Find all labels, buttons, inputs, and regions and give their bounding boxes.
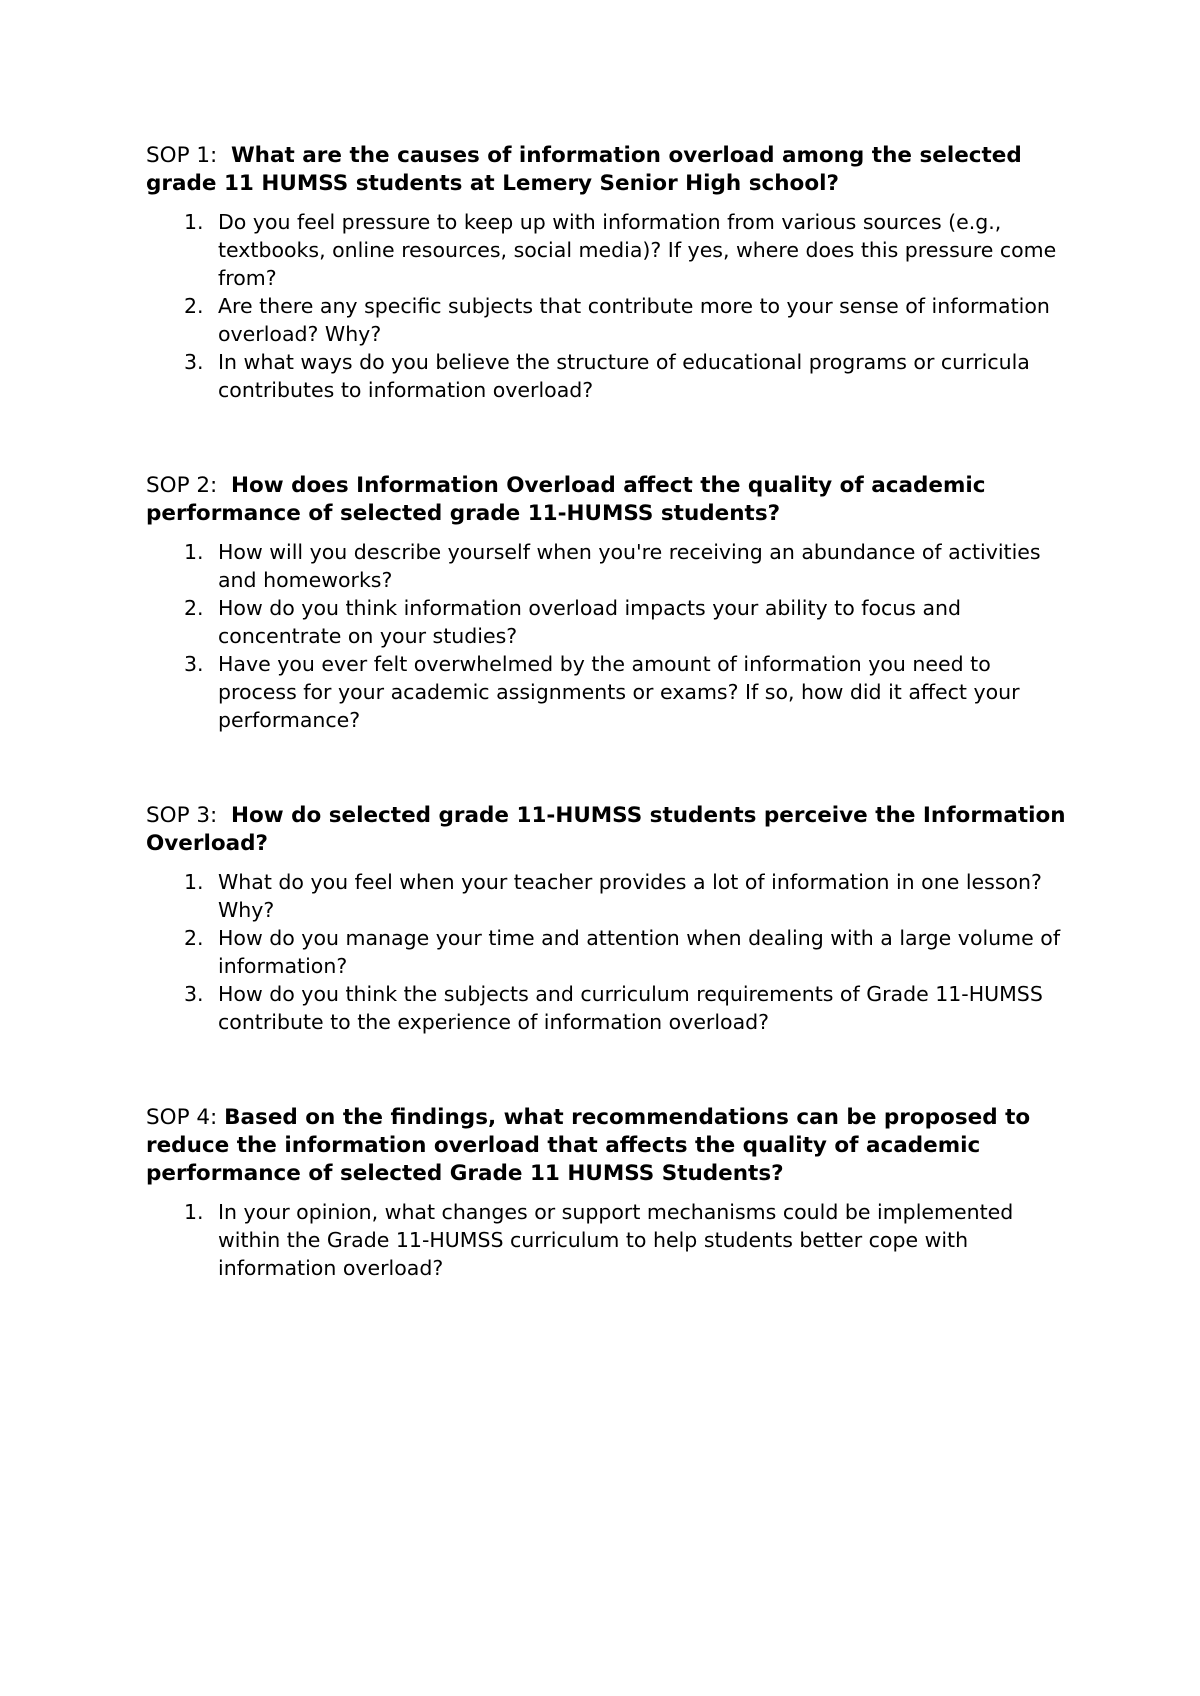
- list-item: [146, 594, 1076, 650]
- item-text: Are there any specific subjects that contribute more to your sense of information overload? Why?: [218, 294, 1050, 346]
- item-text: What do you feel when your teacher provides a lot of information in one lesson? Why?: [218, 870, 1042, 922]
- list-item: [146, 348, 1076, 404]
- list-item: [146, 292, 1076, 348]
- sop-question: Based on the findings, what recommendations can be proposed to reduce the information overload that affects the quality of academic performance of selected Grade 11 HUMSS Students?: [146, 1105, 1031, 1186]
- question-list: [146, 868, 1076, 1036]
- list-item: [146, 208, 1076, 292]
- question-list: [146, 208, 1076, 404]
- sop-question: What are the causes of information overload among the selected grade 11 HUMSS students at Lemery Senior High school?: [146, 143, 1022, 196]
- list-item: [146, 650, 1076, 734]
- sop-section-1: [146, 142, 1076, 404]
- sop-section-4: [146, 1104, 1076, 1282]
- list-item: [146, 980, 1076, 1036]
- sop-heading: [146, 1104, 1076, 1188]
- item-number: 3.: [184, 350, 204, 374]
- item-text: Have you ever felt overwhelmed by the amount of information you need to process for your academic assignments or exams? If so, how did it affect your performance?: [218, 652, 1020, 732]
- list-item: [146, 924, 1076, 980]
- sop-section-3: [146, 802, 1076, 1036]
- sop-prefix: SOP 2:: [146, 473, 218, 498]
- document-content: [146, 142, 1076, 1282]
- item-number: 1.: [184, 870, 204, 894]
- item-number: 1.: [184, 210, 204, 234]
- item-number: 3.: [184, 982, 204, 1006]
- item-number: 2.: [184, 294, 204, 318]
- item-number: 3.: [184, 652, 204, 676]
- item-text: In your opinion, what changes or support mechanisms could be implemented within the Grade 11-HUMSS curriculum to help students better cope with information overload?: [218, 1200, 1014, 1280]
- item-number: 1.: [184, 1200, 204, 1224]
- question-list: [146, 538, 1076, 734]
- item-text: How do you manage your time and attention when dealing with a large volume of information?: [218, 926, 1061, 978]
- sop-question: How does Information Overload affect the quality of academic performance of selected grade 11-HUMSS students?: [146, 473, 986, 526]
- sop-heading: [146, 142, 1076, 198]
- question-list: [146, 1198, 1076, 1282]
- item-text: How will you describe yourself when you're receiving an abundance of activities and homeworks?: [218, 540, 1041, 592]
- item-text: In what ways do you believe the structure of educational programs or curricula contributes to information overload?: [218, 350, 1030, 402]
- sop-question: How do selected grade 11-HUMSS students perceive the Information Overload?: [146, 803, 1066, 856]
- sop-heading: [146, 802, 1076, 858]
- item-number: 1.: [184, 540, 204, 564]
- item-text: How do you think information overload impacts your ability to focus and concentrate on your studies?: [218, 596, 962, 648]
- sop-prefix: SOP 4:: [146, 1105, 218, 1130]
- sop-heading: [146, 472, 1076, 528]
- list-item: [146, 538, 1076, 594]
- item-text: Do you feel pressure to keep up with information from various sources (e.g., textbooks, online resources, social media)? If yes, where does this pressure come from?: [218, 210, 1057, 290]
- list-item: [146, 868, 1076, 924]
- sop-prefix: SOP 1:: [146, 143, 218, 168]
- list-item: [146, 1198, 1076, 1282]
- sop-section-2: [146, 472, 1076, 734]
- item-number: 2.: [184, 596, 204, 620]
- item-number: 2.: [184, 926, 204, 950]
- sop-prefix: SOP 3:: [146, 803, 218, 828]
- item-text: How do you think the subjects and curriculum requirements of Grade 11-HUMSS contribute to the experience of information overload?: [218, 982, 1043, 1034]
